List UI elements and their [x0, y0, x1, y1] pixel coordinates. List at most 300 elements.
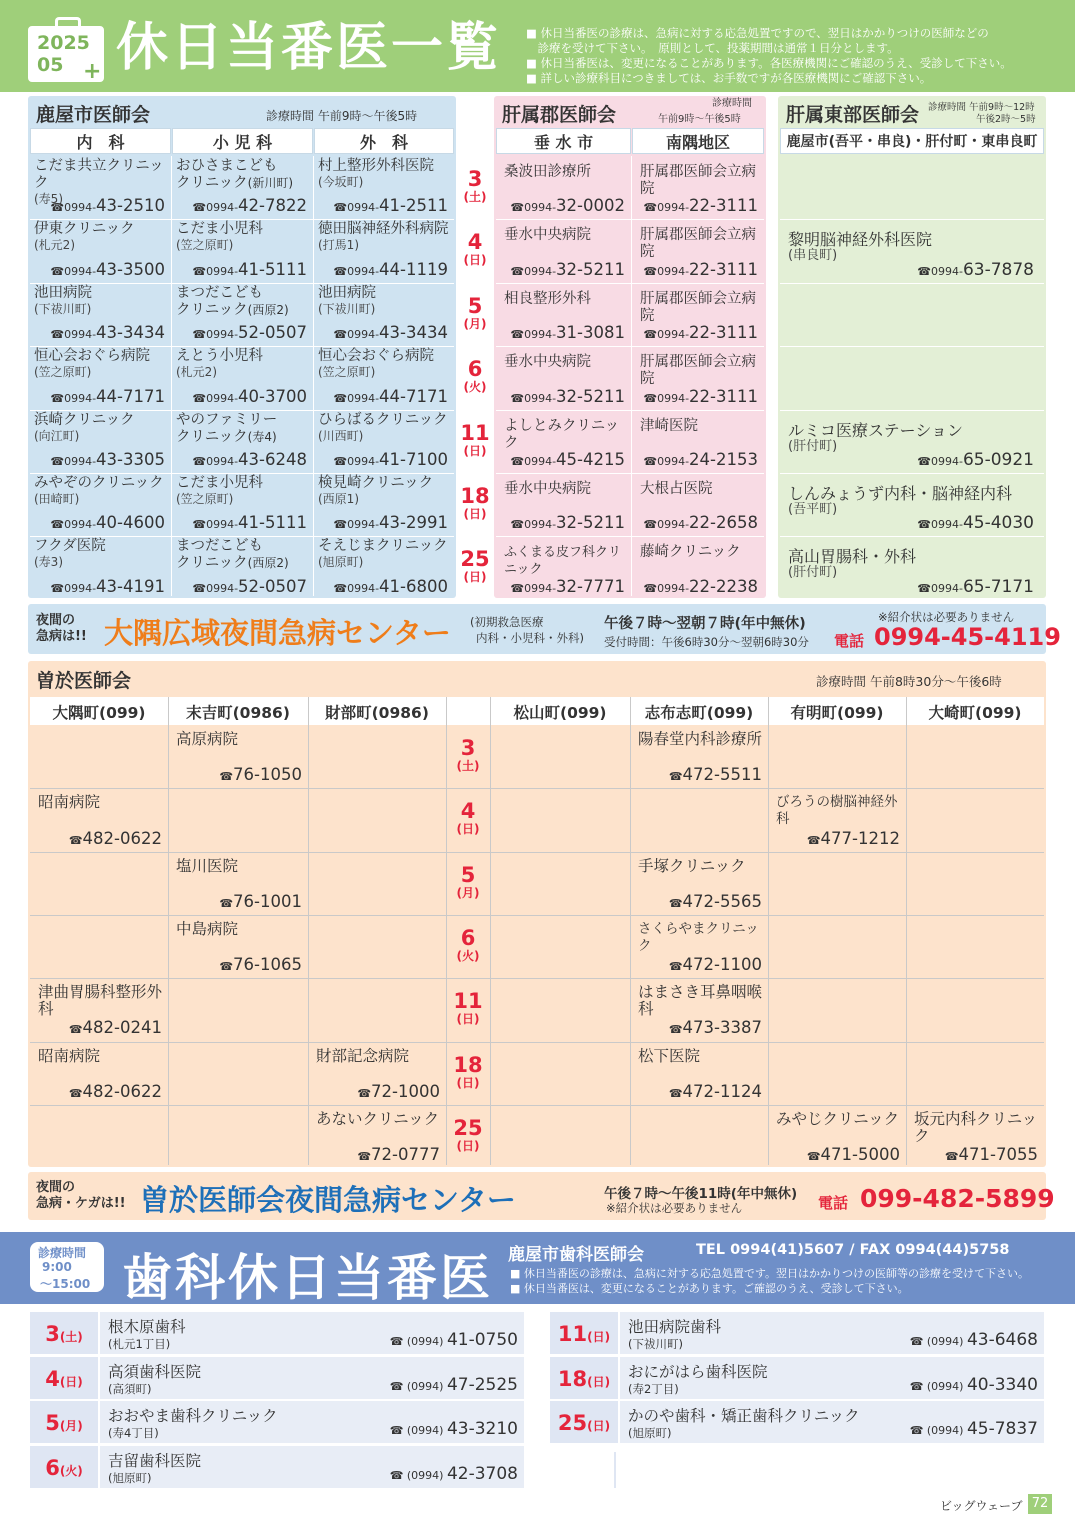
phone-digits: 43-3434: [379, 323, 448, 343]
phone-icon: ☎: [357, 1086, 372, 1100]
clinic-name: 昭南病院: [38, 1046, 101, 1065]
weekday: (日): [463, 507, 487, 521]
soo-col-header: 財部町(0986): [325, 704, 429, 722]
weekday: (日): [463, 253, 487, 268]
kanoya-col-surgery: 外 科: [314, 128, 454, 154]
day-label: [459, 231, 491, 267]
clinic-name: 肝属郡医師会立病院: [640, 227, 756, 261]
phone-icon: ☎: [68, 1023, 83, 1037]
clinic-name: 塩川医院: [176, 856, 239, 875]
clinic-cell: [318, 221, 452, 282]
clinic-cell: [318, 538, 452, 599]
clinic-cell: [640, 227, 762, 282]
clinic-area: (新川町): [247, 176, 294, 190]
row-divider: [780, 346, 1044, 347]
clinic-cell: [34, 285, 169, 346]
day-number: 18: [460, 484, 490, 508]
bag-handle-icon: [55, 17, 81, 29]
day-number: 4: [460, 799, 476, 824]
phone-icon: ☎0994-: [643, 454, 690, 468]
phone-icon: ☎0994-: [50, 328, 97, 342]
phone-number[interactable]: [219, 766, 302, 785]
clinic-cell: [176, 412, 311, 473]
clinic-name: 池田病院: [318, 284, 376, 301]
phone-digits: 32-0002: [556, 196, 625, 216]
clinic-cell: [38, 794, 166, 851]
phone-digits: 477-1212: [820, 828, 900, 848]
phone-number[interactable]: [192, 388, 307, 407]
day-label: [30, 1322, 98, 1346]
clinic-area: (川西町): [318, 428, 364, 443]
clinic-name: そえじまクリニック: [318, 538, 448, 555]
phone-number[interactable]: [333, 388, 448, 407]
phone-digits: 42-7822: [238, 196, 307, 216]
day-number: 11: [453, 989, 483, 1014]
clinic-name: 恒心会おぐら病院: [318, 348, 434, 365]
day-label: [459, 168, 491, 204]
day-number: 4: [45, 1366, 60, 1391]
phone-digits: 471-5000: [820, 1145, 900, 1165]
phone-digits: 40-4600: [96, 513, 165, 533]
phone-number[interactable]: [669, 1083, 762, 1102]
phone-icon: ☎0994-: [510, 581, 557, 595]
clinic-area: (札元2): [176, 365, 217, 380]
phone-digits: 52-0507: [238, 576, 307, 596]
phone-number[interactable]: [390, 1464, 518, 1484]
clinic-cell: [318, 158, 452, 219]
phone-icon: ☎0994-: [917, 454, 963, 468]
clinic-name: まつだこども: [176, 284, 263, 301]
phone-digits: 41-2511: [379, 196, 448, 216]
clinic-name: こだま共立クリニック: [34, 158, 164, 191]
clinic-cell: [34, 158, 169, 219]
phone-number[interactable]: [333, 578, 448, 597]
row-divider: [30, 346, 454, 347]
day-number: 3: [467, 167, 483, 191]
phone-number[interactable]: [69, 1083, 162, 1102]
clinic-name: 吉留歯科医院: [108, 1451, 202, 1470]
weekday: (日): [463, 570, 487, 585]
phone-digits: 43-4191: [96, 576, 165, 596]
phone-number[interactable]: [192, 514, 307, 533]
phone-number[interactable]: [192, 197, 307, 216]
plus-icon: +: [83, 59, 102, 84]
phone-number[interactable]: [669, 956, 762, 975]
phone-number[interactable]: [50, 451, 165, 470]
phone-icon: ☎0994-: [333, 328, 380, 342]
phone-digits: 41-0750: [446, 1330, 518, 1350]
day-label: [459, 485, 491, 521]
weekday: (日): [587, 1419, 611, 1433]
phone-icon: ☎: [68, 833, 83, 847]
clinic-cell: [176, 221, 311, 282]
day-label: [452, 800, 484, 836]
clinic-cell: [776, 794, 904, 851]
phone-digits: 22-2238: [689, 576, 758, 596]
phone-icon: ☎: [668, 960, 683, 974]
day-number: 11: [460, 420, 490, 445]
phone-digits: 43-3305: [96, 449, 165, 469]
soo-night-tel[interactable]: 099-482-5899: [860, 1184, 1055, 1213]
day-label: [459, 295, 491, 331]
phone-digits: 32-5211: [556, 513, 625, 533]
phone-number[interactable]: [219, 956, 302, 975]
phone-number[interactable]: [643, 514, 758, 533]
clinic-area: (寿3): [34, 555, 63, 570]
phone-icon: ☎0994-: [643, 201, 690, 215]
weekday: (月): [463, 316, 487, 331]
soo-title: 曽於医師会: [36, 670, 132, 692]
phone-icon: ☎: [68, 1086, 83, 1100]
row-divider: [30, 410, 454, 411]
clinic-cell: [776, 1111, 904, 1168]
phone-digits: 44-7171: [379, 386, 448, 406]
clinic-name: 恒心会おぐら病院: [34, 348, 150, 365]
phone-digits: 22-3111: [689, 196, 758, 216]
phone-digits: 72-0777: [371, 1145, 440, 1165]
clinic-name: 藤崎クリニック: [640, 544, 741, 561]
clinic-area: (下祓川町): [34, 301, 92, 316]
phone-icon: ☎: [806, 833, 821, 847]
clinic-name: 手塚クリニック: [638, 856, 746, 875]
phone-number[interactable]: [50, 514, 165, 533]
clinic-name-2: クリニック: [176, 301, 248, 318]
clinic-name: おひさまこども: [176, 158, 278, 174]
clinic-area: (西原2): [247, 302, 289, 317]
phone-number[interactable]: [669, 766, 762, 785]
phone-number[interactable]: [643, 451, 758, 470]
phone-digits: 473-3387: [682, 1018, 762, 1038]
col-divider: [490, 697, 491, 1165]
phone-number[interactable]: [192, 451, 307, 470]
phone-digits: 65-7171: [962, 576, 1034, 597]
phone-number[interactable]: [643, 261, 758, 280]
phone-number[interactable]: [69, 830, 162, 849]
clinic-cell: [176, 348, 311, 409]
phone-number[interactable]: [807, 830, 900, 849]
clinic-name: みやぞのクリニック: [34, 475, 164, 491]
day-label: [459, 358, 491, 394]
kanoya-col-internal: 内 科: [30, 128, 171, 154]
phone-number[interactable]: [807, 1146, 900, 1165]
weekday: (日): [59, 1374, 83, 1389]
phone-number[interactable]: [219, 893, 302, 912]
phone-icon: ☎0994-: [50, 518, 97, 532]
clinic-name: 浜崎クリニック: [34, 411, 135, 428]
clinic-cell: [638, 1048, 766, 1105]
clinic-name: 財部記念病院: [316, 1046, 410, 1065]
clinic-area: (寿4丁目): [108, 1426, 159, 1440]
day-number: 3: [45, 1322, 60, 1346]
clinic-area: (下祓川町): [628, 1337, 683, 1351]
phone-icon: ☎0994-: [192, 518, 239, 532]
phone-icon: ☎0994-: [50, 391, 97, 405]
phone-digits: 31-3081: [556, 323, 625, 343]
clinic-cell: [34, 348, 169, 409]
phone-digits: 22-2658: [689, 513, 758, 533]
night-center-tel[interactable]: 0994-45-4119: [874, 623, 1061, 651]
phone-digits: 472-1124: [682, 1081, 762, 1101]
clinic-cell: [318, 285, 452, 346]
row-divider: [496, 473, 764, 474]
phone-number[interactable]: [333, 324, 448, 343]
clinic-name: やのファミリー: [176, 411, 278, 428]
row-divider: [30, 788, 1044, 789]
row-divider: [30, 978, 1044, 979]
phone-number[interactable]: [510, 261, 625, 280]
phone-digits: 76-1065: [233, 955, 302, 975]
clinic-cell: [640, 291, 762, 346]
phone-digits: 32-5211: [556, 386, 625, 406]
phone-number[interactable]: [643, 324, 758, 343]
clinic-cell: [504, 227, 629, 282]
weekday: (火): [456, 948, 480, 963]
day-number: 4: [467, 230, 483, 255]
phone-icon: ☎0994-: [192, 201, 239, 215]
phone-digits: 76-1050: [233, 765, 302, 785]
day-label: [452, 1117, 484, 1153]
day-number: 5: [460, 862, 476, 887]
weekday: (日): [463, 443, 487, 458]
phone-icon: ☎0994-: [917, 581, 963, 595]
phone-digits: 45-4030: [962, 513, 1034, 534]
clinic-cell: [638, 984, 766, 1041]
row-divider: [30, 852, 1044, 853]
phone-number[interactable]: [643, 388, 758, 407]
clinic-name: えとう小児科: [176, 348, 263, 365]
clinic-name: みやじクリニック: [776, 1109, 900, 1128]
phone-number[interactable]: [50, 197, 165, 216]
day-label: [550, 1322, 618, 1346]
phone-number[interactable]: [69, 1019, 162, 1038]
clinic-cell: [176, 475, 311, 536]
phone-number[interactable]: [910, 1330, 1038, 1350]
clinic-cell: [34, 221, 169, 282]
soo-col-header: 有明町(099): [790, 704, 884, 722]
col-divider: [906, 697, 907, 1165]
phone-icon: ☎0994-: [510, 264, 557, 278]
phone-icon: ☎0994-: [50, 581, 97, 595]
clinic-name: 肝属郡医師会立病院: [640, 290, 756, 324]
clinic-cell: [640, 544, 762, 599]
weekday: (月): [456, 885, 480, 900]
clinic-name-2: クリニック: [176, 428, 248, 445]
phone-number[interactable]: [510, 578, 625, 597]
clinic-area: (打馬1): [318, 238, 359, 253]
row-divider: [30, 473, 454, 474]
phone-digits: 52-0507: [238, 323, 307, 343]
phone-digits: 43-3210: [446, 1419, 518, 1439]
phone-icon: ☎0994-: [333, 264, 380, 278]
clinic-area: (今坂町): [318, 175, 364, 189]
clinic-name: はまさき耳鼻咽喉科: [638, 983, 763, 1019]
phone-icon: ☎0994-: [510, 328, 557, 342]
weekday: (火): [463, 380, 487, 395]
phone-number[interactable]: [510, 388, 625, 407]
header-notes: ■ 休日当番医の診療は、急病に対する応急処置ですので、翌日はかかりつけの医師などの 診療を受けて下さい。 原則として、投薬期間は通常１日分とします。 ■ 休日当番医は、変更になることがあります。各医療機関にご確認のうえ、受診して下さい。 ■ 詳しい診療科目につきましては、お手数ですが各医療機関にご確認下さい。: [526, 26, 1012, 85]
clinic-cell: [318, 412, 452, 473]
phone-digits: 43-3434: [96, 323, 165, 343]
phone-number[interactable]: [50, 578, 165, 597]
phone-number[interactable]: [917, 515, 1034, 533]
clinic-name: こだま小児科: [176, 221, 263, 238]
phone-digits: 32-7771: [556, 576, 625, 596]
phone-icon: ☎0994-: [510, 454, 557, 468]
clinic-area: (笠之原町): [176, 492, 234, 506]
clinic-cell: [788, 485, 1038, 536]
clinic-cell: [638, 921, 766, 978]
phone-icon: ☎0994-: [643, 328, 690, 342]
dental-title: 歯科休日当番医: [122, 1249, 493, 1307]
phone-number[interactable]: [917, 259, 1034, 280]
clinic-cell: [38, 984, 166, 1041]
clinic-name: 肝属郡医師会立病院: [640, 354, 756, 388]
soo-col-header: 末吉町(0986): [186, 704, 290, 722]
phone-icon: ☎0994-: [192, 264, 239, 278]
phone-number[interactable]: [50, 388, 165, 407]
phone-number[interactable]: [192, 578, 307, 597]
clinic-cell: [640, 164, 762, 219]
clinic-name: 大根占医院: [640, 481, 713, 497]
clinic-name: 相良整形外科: [504, 290, 591, 307]
phone-digits: 472-5511: [682, 765, 762, 785]
phone-number[interactable]: [333, 514, 448, 533]
phone-number[interactable]: [390, 1375, 518, 1395]
phone-number[interactable]: [669, 893, 762, 912]
phone-digits: 32-5211: [556, 259, 625, 279]
row-divider: [496, 283, 764, 284]
col-divider: [171, 156, 172, 596]
clinic-cell: [638, 731, 766, 788]
phone-digits: 63-7878: [962, 259, 1034, 280]
clinic-name: 昭南病院: [38, 793, 101, 812]
phone-digits: 22-3111: [689, 323, 758, 343]
clinic-cell: [38, 1048, 166, 1105]
clinic-cell: [176, 158, 311, 219]
phone-icon: ☎ (0994): [909, 1379, 967, 1393]
kanoya-hours: 診療時間 午前9時～午後5時: [266, 109, 418, 123]
clinic-cell: [640, 481, 762, 536]
soo-col-header: 松山町(099): [513, 704, 607, 722]
phone-number[interactable]: [357, 1146, 440, 1165]
clinic-name: 陽春堂内科診療所: [638, 730, 763, 748]
phone-number[interactable]: [50, 261, 165, 280]
phone-number[interactable]: [357, 1083, 440, 1102]
phone-number[interactable]: [333, 197, 448, 216]
phone-number[interactable]: [510, 324, 625, 343]
day-label: [30, 1367, 98, 1391]
phone-digits: 22-3111: [689, 386, 758, 406]
weekday: (日): [456, 1012, 480, 1027]
clinic-name: こだま小児科: [176, 475, 263, 491]
phone-number[interactable]: [910, 1419, 1038, 1439]
phone-number[interactable]: [910, 1375, 1038, 1395]
clinic-area: (寿5): [34, 192, 63, 206]
clinic-area: (肝付町): [788, 438, 838, 454]
phone-icon: ☎0994-: [50, 454, 97, 468]
clinic-cell: [638, 858, 766, 915]
phone-number[interactable]: [510, 451, 625, 470]
clinic-name: 根木原歯科: [108, 1318, 186, 1336]
phone-icon: ☎: [668, 896, 683, 910]
phone-icon: ☎: [944, 1150, 959, 1164]
day-number: 11: [557, 1322, 588, 1346]
phone-number[interactable]: [192, 324, 307, 343]
phone-number[interactable]: [390, 1419, 518, 1439]
clinic-area: (旭原町): [318, 555, 364, 570]
clinic-name: 高山胃腸科・外科: [788, 547, 917, 567]
phone-number[interactable]: [192, 261, 307, 280]
day-label: [452, 927, 484, 963]
phone-number[interactable]: [50, 324, 165, 343]
phone-digits: 24-2153: [689, 449, 758, 469]
phone-number[interactable]: [333, 261, 448, 280]
clinic-name: 黎明脳神経外科医院: [788, 230, 933, 250]
clinic-name: フクダ医院: [34, 538, 106, 555]
phone-icon: ☎0994-: [643, 518, 690, 532]
night-center-name: 大隅広域夜間急病センター: [104, 616, 451, 650]
phone-icon: ☎: [219, 896, 234, 910]
clinic-cell: [640, 418, 762, 473]
phone-digits: 482-0622: [82, 828, 162, 848]
weekday: (火): [59, 1463, 83, 1478]
clinic-area: (笠之原町): [34, 365, 92, 380]
phone-icon: ☎0994-: [50, 201, 97, 215]
row-divider: [30, 1042, 1044, 1043]
clinic-cell: [640, 354, 762, 409]
kanoya-title: 鹿屋市医師会: [36, 104, 151, 126]
phone-number[interactable]: [643, 578, 758, 597]
phone-number[interactable]: [333, 451, 448, 470]
col-divider: [308, 697, 309, 1165]
calendar-badge: [28, 26, 104, 82]
clinic-cell: [788, 548, 1038, 599]
phone-icon: ☎0994-: [192, 391, 239, 405]
day-label: [452, 1054, 484, 1090]
phone-number[interactable]: [917, 576, 1034, 597]
phone-digits: 65-0921: [962, 449, 1034, 470]
phone-icon: ☎0994-: [333, 518, 380, 532]
day-number: 6: [467, 357, 483, 382]
phone-number[interactable]: [390, 1330, 518, 1350]
phone-digits: 43-2991: [379, 513, 448, 533]
clinic-area: (寿4): [247, 429, 277, 444]
clinic-name: おおやま歯科クリニック: [108, 1407, 278, 1425]
page-title: 休日当番医一覧: [116, 18, 502, 78]
day-label: [550, 1367, 618, 1391]
phone-icon: ☎ (0994): [909, 1424, 967, 1437]
phone-digits: 471-7055: [958, 1145, 1038, 1165]
phone-icon: ☎0994-: [510, 201, 557, 215]
phone-icon: ☎0994-: [50, 264, 97, 278]
day-number: 25: [557, 1411, 588, 1435]
clinic-cell: [176, 921, 306, 978]
phone-number[interactable]: [945, 1146, 1038, 1165]
phone-icon: ☎: [668, 770, 683, 784]
phone-number[interactable]: [917, 449, 1034, 470]
clinic-name: 坂元内科クリニック: [914, 1109, 1038, 1145]
phone-number[interactable]: [669, 1019, 762, 1038]
row-divider: [30, 219, 454, 220]
phone-icon: ☎ (0994): [389, 1424, 447, 1437]
day-label: [452, 737, 484, 773]
clinic-name: あないクリニック: [316, 1109, 440, 1128]
phone-number[interactable]: [510, 197, 625, 216]
clinic-cell: [788, 422, 1038, 473]
phone-number[interactable]: [643, 197, 758, 216]
phone-number[interactable]: [510, 514, 625, 533]
clinic-area: (田崎町): [34, 492, 80, 506]
